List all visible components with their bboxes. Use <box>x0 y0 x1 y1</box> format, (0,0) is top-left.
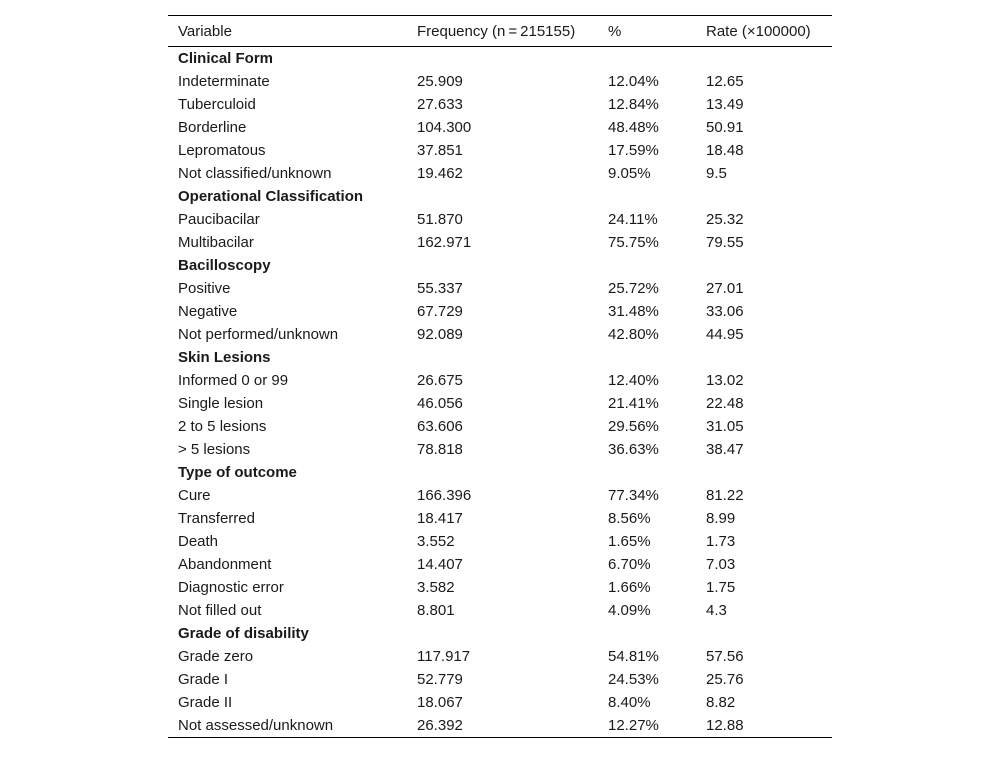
table-row <box>168 668 832 691</box>
table-row <box>168 300 832 323</box>
row-percent: 17.59% <box>608 142 659 159</box>
row-frequency: 14.407 <box>417 556 463 573</box>
row-frequency: 26.392 <box>417 717 463 734</box>
row-frequency: 8.801 <box>417 602 455 619</box>
row-frequency: 51.870 <box>417 211 463 228</box>
row-rate: 25.32 <box>706 211 744 228</box>
row-label: > 5 lesions <box>178 441 251 458</box>
row-label: Cure <box>178 487 211 504</box>
table-row <box>168 323 832 346</box>
row-percent: 24.53% <box>608 671 659 688</box>
row-rate: 9.5 <box>706 165 727 182</box>
row-label: 2 to 5 lesions <box>178 418 267 435</box>
table-body <box>168 47 832 738</box>
row-label: Indeterminate <box>178 73 270 90</box>
row-label: Grade II <box>178 694 233 711</box>
table-row <box>168 599 832 622</box>
row-percent: 25.72% <box>608 280 659 297</box>
row-label: Negative <box>178 303 238 320</box>
group-header-row <box>168 461 832 484</box>
row-percent: 21.41% <box>608 395 659 412</box>
row-frequency: 63.606 <box>417 418 463 435</box>
row-label: Death <box>178 533 219 550</box>
table-row <box>168 507 832 530</box>
row-percent: 42.80% <box>608 326 659 343</box>
row-percent: 36.63% <box>608 441 659 458</box>
table-row <box>168 369 832 392</box>
group-header-row <box>168 346 832 369</box>
row-rate: 13.49 <box>706 96 744 113</box>
group-header-row <box>168 254 832 277</box>
row-percent: 48.48% <box>608 119 659 136</box>
group-title: Bacilloscopy <box>178 257 271 274</box>
table-row <box>168 553 832 576</box>
row-frequency: 55.337 <box>417 280 463 297</box>
row-label: Lepromatous <box>178 142 266 159</box>
row-percent: 12.04% <box>608 73 659 90</box>
row-label: Grade I <box>178 671 229 688</box>
row-label: Not assessed/unknown <box>178 717 334 734</box>
table-row <box>168 208 832 231</box>
row-frequency: 26.675 <box>417 372 463 389</box>
row-rate: 22.48 <box>706 395 744 412</box>
table-row <box>168 116 832 139</box>
group-title: Operational Classification <box>178 188 364 205</box>
row-label: Multibacilar <box>178 234 254 251</box>
row-frequency: 46.056 <box>417 395 463 412</box>
row-percent: 75.75% <box>608 234 659 251</box>
header-row <box>168 16 832 47</box>
table-row <box>168 438 832 461</box>
table-row <box>168 415 832 438</box>
row-label: Tuberculoid <box>178 96 256 113</box>
row-rate: 8.82 <box>706 694 736 711</box>
row-percent: 12.40% <box>608 372 659 389</box>
row-label: Informed 0 or 99 <box>178 372 289 389</box>
table-row <box>168 691 832 714</box>
row-label: Paucibacilar <box>178 211 260 228</box>
row-frequency: 37.851 <box>417 142 463 159</box>
table-header <box>168 16 832 47</box>
row-frequency: 162.971 <box>417 234 472 251</box>
group-header-row <box>168 622 832 645</box>
row-label: Diagnostic error <box>178 579 284 596</box>
table-row <box>168 231 832 254</box>
row-frequency: 78.818 <box>417 441 463 458</box>
row-rate: 12.88 <box>706 717 744 734</box>
table-row <box>168 139 832 162</box>
row-percent: 8.56% <box>608 510 651 527</box>
row-percent: 8.40% <box>608 694 651 711</box>
table-row <box>168 576 832 599</box>
row-frequency: 52.779 <box>417 671 463 688</box>
row-percent: 77.34% <box>608 487 659 504</box>
row-label: Not performed/unknown <box>178 326 339 343</box>
row-rate: 4.3 <box>706 602 727 619</box>
row-rate: 57.56 <box>706 648 744 665</box>
row-rate: 1.75 <box>706 579 736 596</box>
row-rate: 25.76 <box>706 671 744 688</box>
row-label: Abandonment <box>178 556 272 573</box>
row-percent: 29.56% <box>608 418 659 435</box>
row-rate: 44.95 <box>706 326 744 343</box>
table-row <box>168 530 832 553</box>
row-label: Grade zero <box>178 648 254 665</box>
row-rate: 27.01 <box>706 280 744 297</box>
row-percent: 4.09% <box>608 602 651 619</box>
row-frequency: 18.067 <box>417 694 463 711</box>
table-row <box>168 162 832 185</box>
row-frequency: 104.300 <box>417 119 472 136</box>
row-frequency: 92.089 <box>417 326 463 343</box>
row-rate: 7.03 <box>706 556 736 573</box>
row-frequency: 18.417 <box>417 510 463 527</box>
row-frequency: 166.396 <box>417 487 472 504</box>
row-frequency: 117.917 <box>417 648 471 665</box>
row-percent: 1.65% <box>608 533 651 550</box>
table-row <box>168 484 832 507</box>
row-rate: 33.06 <box>706 303 744 320</box>
row-frequency: 27.633 <box>417 96 463 113</box>
row-label: Not classified/unknown <box>178 165 332 182</box>
row-label: Borderline <box>178 119 247 136</box>
group-header-row <box>168 47 832 71</box>
row-percent: 9.05% <box>608 165 651 182</box>
row-rate: 18.48 <box>706 142 744 159</box>
row-frequency: 19.462 <box>417 165 463 182</box>
row-label: Positive <box>178 280 231 297</box>
row-frequency: 3.552 <box>417 533 455 550</box>
header-rate: Rate (×100000) <box>706 22 811 40</box>
row-percent: 31.48% <box>608 303 659 320</box>
row-rate: 1.73 <box>706 533 736 550</box>
row-rate: 13.02 <box>706 372 744 389</box>
row-frequency: 3.582 <box>417 579 455 596</box>
row-frequency: 67.729 <box>417 303 463 320</box>
row-rate: 81.22 <box>706 487 744 504</box>
row-rate: 79.55 <box>706 234 744 251</box>
group-title: Type of outcome <box>178 464 297 481</box>
row-rate: 12.65 <box>706 73 744 90</box>
row-percent: 12.27% <box>608 717 659 734</box>
row-percent: 24.11% <box>608 211 658 228</box>
row-percent: 6.70% <box>608 556 651 573</box>
row-rate: 50.91 <box>706 119 744 136</box>
table-row <box>168 70 832 93</box>
header-frequency: Frequency (n = 215155) <box>417 22 576 40</box>
row-percent: 12.84% <box>608 96 659 113</box>
row-rate: 31.05 <box>706 418 744 435</box>
row-label: Not filled out <box>178 602 262 619</box>
statistics-table <box>168 15 832 738</box>
row-label: Single lesion <box>178 395 264 412</box>
table-row <box>168 714 832 738</box>
header-percent: % <box>608 22 622 40</box>
table-row <box>168 392 832 415</box>
table-row <box>168 645 832 668</box>
table-row <box>168 277 832 300</box>
row-label: Transferred <box>178 510 255 527</box>
row-percent: 1.66% <box>608 579 651 596</box>
group-title: Skin Lesions <box>178 349 271 366</box>
group-header-row <box>168 185 832 208</box>
group-title: Clinical Form <box>178 50 274 67</box>
row-rate: 38.47 <box>706 441 744 458</box>
group-title: Grade of disability <box>178 625 309 642</box>
row-percent: 54.81% <box>608 648 659 665</box>
header-variable: Variable <box>178 22 232 40</box>
row-frequency: 25.909 <box>417 73 463 90</box>
row-rate: 8.99 <box>706 510 736 527</box>
table-row <box>168 93 832 116</box>
